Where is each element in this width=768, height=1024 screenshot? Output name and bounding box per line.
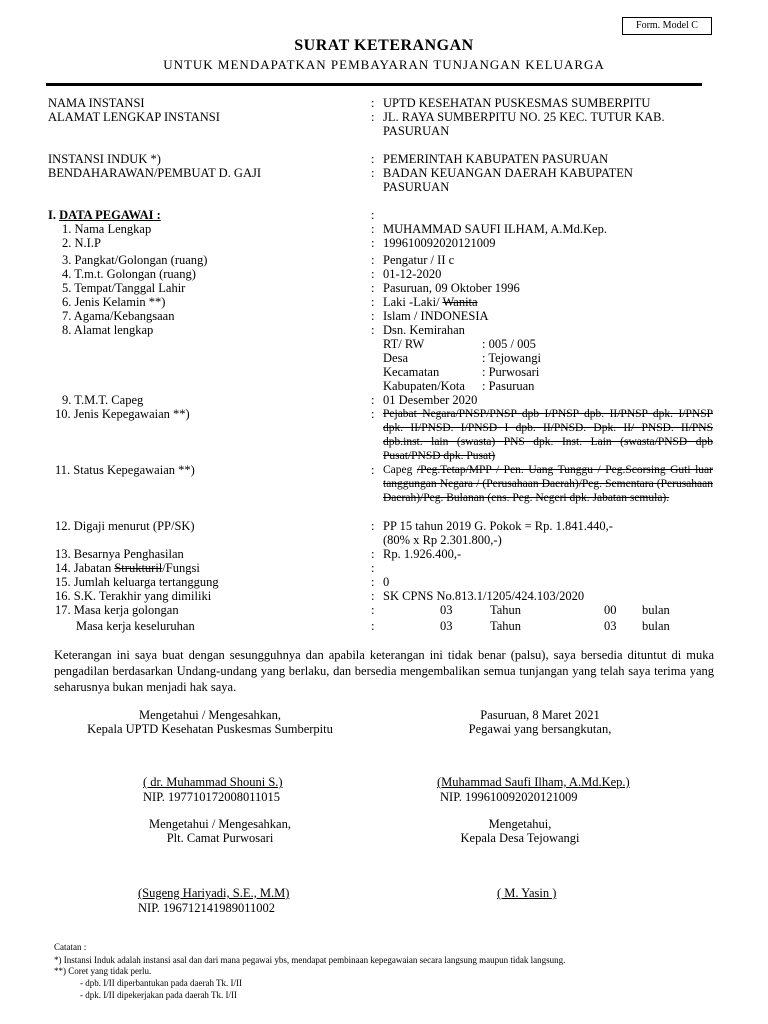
- notes-heading: Catatan :: [54, 942, 87, 952]
- field-label-tmt-golongan: 4. T.m.t. Golongan (ruang): [62, 267, 196, 281]
- bulan-label: bulan: [642, 619, 670, 633]
- field-label-tmt-capeg: 9. T.M.T. Capeg: [62, 393, 144, 407]
- sign-right1-nip: NIP. 199610092020121009: [440, 790, 578, 804]
- sign-left1-name-text: ( dr. Muhammad Shouni S.): [143, 775, 283, 789]
- colon: :: [371, 575, 375, 589]
- field-label-jenis-kepegawaian: 10. Jenis Kepegawaian **): [55, 407, 190, 421]
- kabupaten-value: : Pasuruan: [482, 379, 535, 393]
- section-prefix: I.: [48, 208, 60, 222]
- field-label-jumlah-keluarga: 15. Jumlah keluarga tertanggung: [55, 575, 219, 589]
- field-value-ttl: Pasuruan, 09 Oktober 1996: [383, 281, 520, 295]
- colon: :: [371, 236, 375, 250]
- status-kept: Capeg: [383, 464, 417, 476]
- header-label-alamat: ALAMAT LENGKAP INSTANSI: [48, 110, 220, 124]
- status-struck: /Peg.Tetap/MPP / Pen. Uang Tunggu / Peg.Scorsing Guti luar tanggungan Negara / (Perusahaan Daerah)/Peg. Sementara (Perusahaan Daerah)/Peg. Bulanan (ens. Peg. Negeri dpk. Jabatan semula).: [383, 464, 713, 504]
- masa-kerja-keseluruhan-tahun-value: 03: [440, 619, 453, 633]
- field-value-tmt-capeg: 01 Desember 2020: [383, 393, 478, 407]
- colon: :: [371, 619, 375, 633]
- sign-right2-title1: Mengetahui,: [488, 817, 552, 831]
- note-2: **) Coret yang tidak perlu.: [54, 966, 152, 976]
- sign-right1-title1: Pasuruan, 8 Maret 2021: [480, 708, 600, 722]
- colon: :: [371, 547, 375, 561]
- header-value-nama-instansi: UPTD KESEHATAN PUSKESMAS SUMBERPITU: [383, 96, 651, 110]
- tahun-label: Tahun: [490, 619, 522, 633]
- note-1: *) Instansi Induk adalah instansi asal dan dari mana pegawai ybs, mendapat pembinaan kepegawaian secara langsung maupun tidak langsung.: [54, 955, 566, 965]
- field-label-sk: 16. S.K. Terakhir yang dimiliki: [55, 589, 212, 603]
- jabatan-label-struck: Strukturil: [114, 561, 163, 575]
- field-value-digaji-2: (80% x Rp 2.301.800,-): [383, 533, 502, 547]
- field-value-jenis-kelamin: [383, 295, 478, 309]
- colon: :: [371, 166, 375, 180]
- colon: :: [371, 407, 375, 421]
- sign-left2-title2: Plt. Camat Purwosari: [166, 831, 274, 845]
- field-value-nama: MUHAMMAD SAUFI ILHAM, A.Md.Kep.: [383, 222, 607, 236]
- colon: :: [371, 561, 375, 575]
- colon: :: [371, 295, 375, 309]
- tahun-label: Tahun: [490, 603, 522, 617]
- header-label-bendaharawan: BENDAHARAWAN/PEMBUAT D. GAJI: [48, 166, 262, 180]
- form-model-box: Form. Model C: [622, 17, 712, 35]
- masa-kerja-golongan-bulan-value: 00: [604, 603, 617, 617]
- field-label-agama: 7. Agama/Kebangsaan: [62, 309, 175, 323]
- field-value-alamat: Dsn. Kemirahan: [383, 323, 465, 337]
- field-label-alamat: 8. Alamat lengkap: [62, 323, 154, 337]
- colon: :: [371, 281, 375, 295]
- field-value-nip: 199610092020121009: [383, 236, 496, 250]
- jk-kept: Laki -Laki/: [383, 295, 443, 309]
- colon: :: [371, 267, 375, 281]
- colon: :: [371, 222, 375, 236]
- kabupaten-label: Kabupaten/Kota: [383, 379, 465, 393]
- sign-right1-name-text: (Muhammad Saufi Ilham, A.Md.Kep.): [437, 775, 630, 789]
- sign-right2-name: [497, 886, 556, 900]
- masa-kerja-golongan-tahun-value: 03: [440, 603, 453, 617]
- colon: :: [371, 110, 375, 124]
- document-subtitle: UNTUK MENDAPATKAN PEMBAYARAN TUNJANGAN KELUARGA: [163, 57, 605, 72]
- field-label-jenis-kelamin: 6. Jenis Kelamin **): [62, 295, 166, 309]
- rtrw-value: : 005 / 005: [482, 337, 536, 351]
- header-divider: [46, 83, 702, 86]
- field-label-masa-kerja-keseluruhan: Masa kerja keseluruhan: [76, 619, 195, 633]
- colon: :: [371, 208, 375, 222]
- field-value-agama: Islam / INDONESIA: [383, 309, 489, 323]
- jk-struck: Wanita: [442, 295, 478, 309]
- sign-left2-nip: NIP. 196712141989011002: [138, 901, 276, 915]
- sign-left2-name-text: (Sugeng Hariyadi, S.E., M.M): [138, 886, 290, 900]
- field-label-pangkat: 3. Pangkat/Golongan (ruang): [62, 253, 208, 267]
- header-value-alamat: JL. RAYA SUMBERPITU NO. 25 KEC. TUTUR KAB. PASURUAN: [383, 110, 665, 138]
- header-label-instansi-induk: INSTANSI INDUK *): [48, 152, 161, 166]
- rtrw-label: RT/ RW: [383, 337, 425, 351]
- field-value-penghasilan: Rp. 1.926.400,-: [383, 547, 462, 561]
- colon: :: [371, 463, 375, 477]
- kecamatan-label: Kecamatan: [383, 365, 440, 379]
- field-label-nip: 2. N.I.P: [62, 236, 101, 250]
- desa-value: : Tejowangi: [482, 351, 541, 365]
- header-value-instansi-induk: PEMERINTAH KABUPATEN PASURUAN: [383, 152, 609, 166]
- bulan-label: bulan: [642, 603, 670, 617]
- note-3: - dpb. I/II diperbantukan pada daerah Tk. I/II: [80, 978, 243, 988]
- sign-left1-name: [143, 775, 283, 789]
- sign-right1-name: [437, 775, 630, 789]
- jabatan-label-post: /Fungsi: [162, 561, 200, 575]
- section-title: DATA PEGAWAI :: [59, 208, 161, 222]
- colon: :: [371, 603, 375, 617]
- header-value-bendaharawan: BADAN KEUANGAN DAERAH KABUPATEN PASURUAN: [383, 166, 633, 194]
- header-label-nama-instansi: NAMA INSTANSI: [48, 96, 145, 110]
- desa-label: Desa: [383, 351, 408, 365]
- field-value-digaji-1: PP 15 tahun 2019 G. Pokok = Rp. 1.841.440,-: [383, 519, 613, 533]
- field-value-jenis-kepegawaian: Pejabat Negara/PNSP/PNSP dpb I/PNSP dpb. II/PNSP dpk. I/PNSP dpk. II/PNSD. I/PNSD I dpb. II/PNSD. Dpk. II/ PNSD. II/PNS dpb.inst. lain (swasta) PNS dpk. Inst. Lain (swasta/PNSD dpb Pusat/PNSD dpk. Pusat): [383, 408, 713, 462]
- field-label-penghasilan: 13. Besarnya Penghasilan: [55, 547, 184, 561]
- field-label-jabatan: [55, 561, 200, 575]
- sign-left1-title1: Mengetahui / Mengesahkan,: [139, 708, 281, 722]
- jabatan-label-pre: 14. Jabatan: [55, 561, 115, 575]
- field-value-pangkat: Pengatur / II c: [383, 253, 455, 267]
- field-label-ttl: 5. Tempat/Tanggal Lahir: [62, 281, 186, 295]
- document-title: SURAT KETERANGAN: [294, 37, 474, 54]
- section-data-pegawai: [48, 208, 161, 222]
- colon: :: [371, 253, 375, 267]
- note-4: - dpk. I/II dipekerjakan pada daerah Tk. I/II: [80, 990, 238, 1000]
- statement-paragraph: Keterangan ini saya buat dengan sesungguhnya dan apabila keterangan ini tidak benar (palsu), saya bersedia dituntut di muka pengadilan berdasarkan Undang-undang yang berlaku, dan bersedia mengembalikan semua tunjangan yang telah saya terima yang seharusnya bukan menjadi hak saya.: [54, 648, 714, 694]
- field-value-status-kepegawaian: [383, 463, 713, 505]
- colon: :: [371, 519, 375, 533]
- field-label-masa-kerja-golongan: 17. Masa kerja golongan: [55, 603, 179, 617]
- colon: :: [371, 323, 375, 337]
- field-value-jumlah-keluarga: 0: [383, 575, 390, 589]
- colon: :: [371, 309, 375, 323]
- sign-left1-title2: Kepala UPTD Kesehatan Puskesmas Sumberpitu: [87, 722, 333, 736]
- colon: :: [371, 589, 375, 603]
- sign-right2-name-text: ( M. Yasin ): [497, 886, 557, 900]
- sign-left2-name: [138, 886, 289, 900]
- sign-right2-title2: Kepala Desa Tejowangi: [460, 831, 580, 845]
- sign-right1-title2: Pegawai yang bersangkutan,: [468, 722, 612, 736]
- kecamatan-value: : Purwosari: [482, 365, 540, 379]
- colon: :: [371, 96, 375, 110]
- field-value-sk: SK CPNS No.813.1/1205/424.103/2020: [383, 589, 585, 603]
- colon: :: [371, 393, 375, 407]
- field-label-digaji: 12. Digaji menurut (PP/SK): [55, 519, 195, 533]
- sign-left1-nip: NIP. 197710172008011015: [143, 790, 281, 804]
- sign-left2-title1: Mengetahui / Mengesahkan,: [149, 817, 291, 831]
- field-label-nama: 1. Nama Lengkap: [62, 222, 152, 236]
- field-label-status-kepegawaian: 11. Status Kepegawaian **): [55, 463, 195, 477]
- field-value-tmt-golongan: 01-12-2020: [383, 267, 442, 281]
- masa-kerja-keseluruhan-bulan-value: 03: [604, 619, 617, 633]
- colon: :: [371, 152, 375, 166]
